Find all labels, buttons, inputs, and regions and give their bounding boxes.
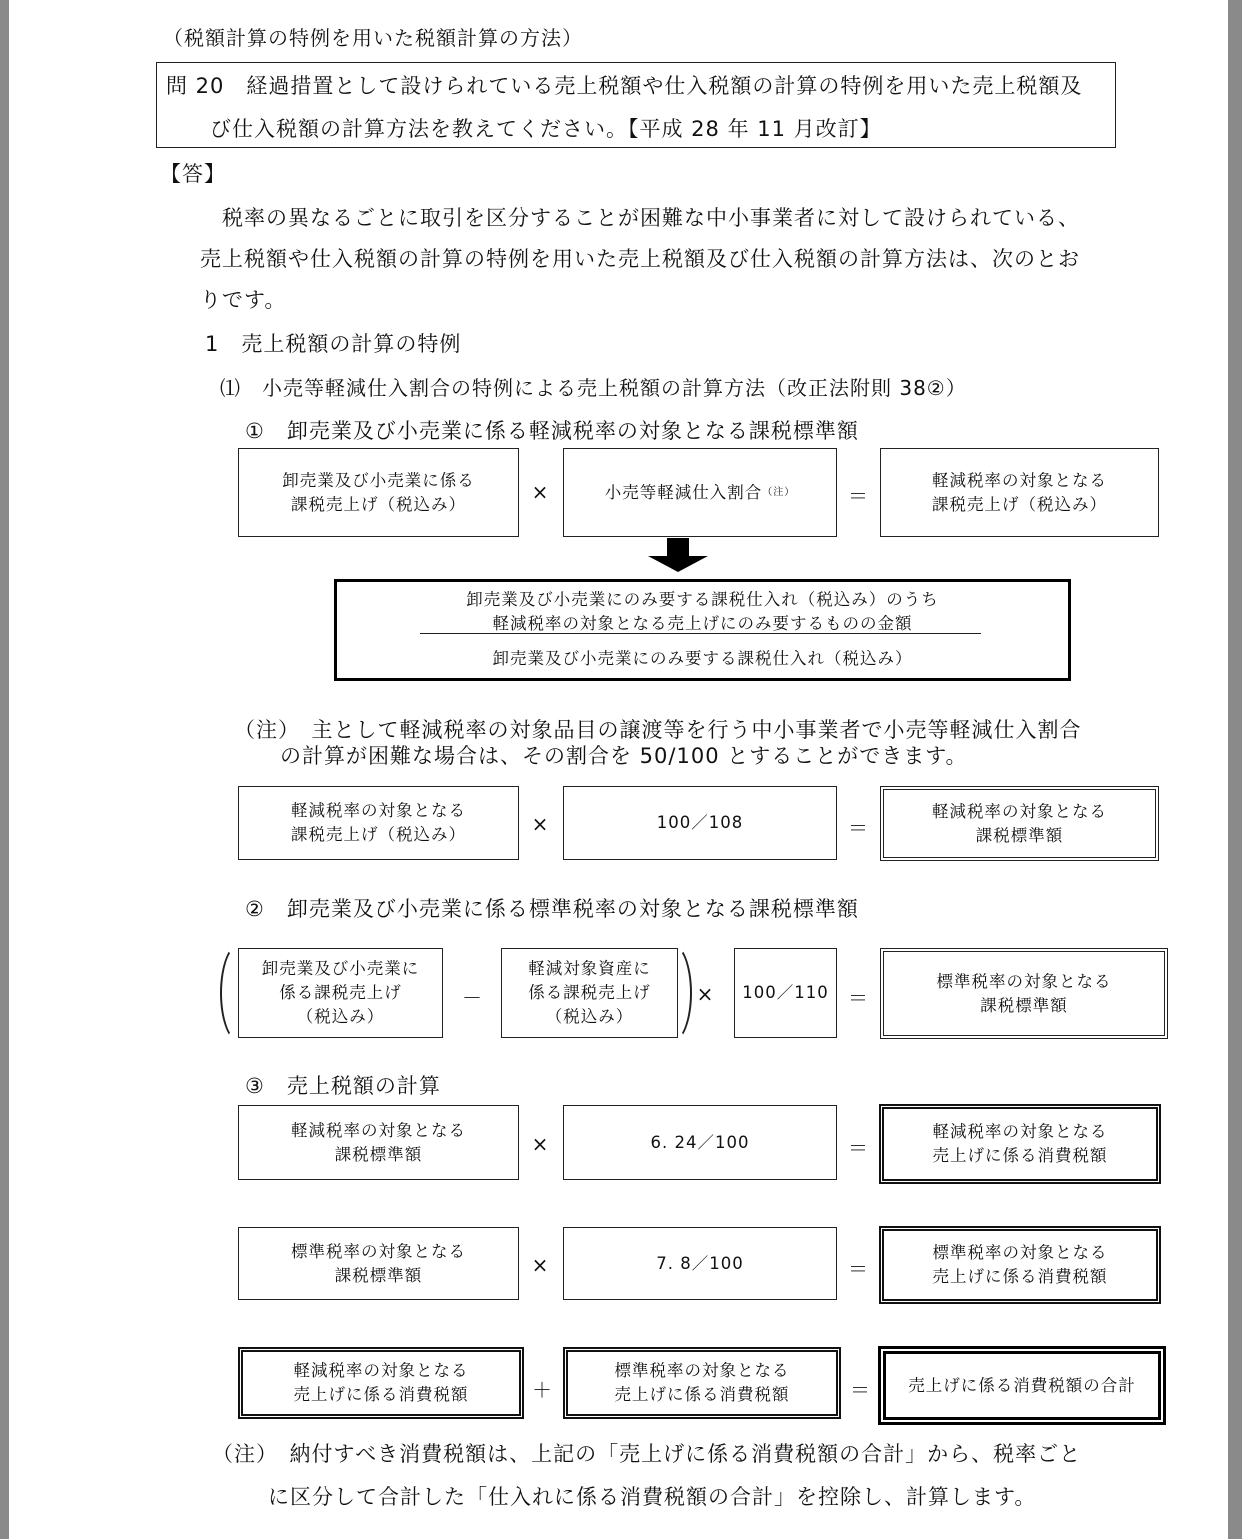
answer-label: 【答】 (160, 162, 226, 186)
box-text-line: 標準税率の対象となる (932, 1243, 1108, 1262)
box-text-line: 課税標準額 (334, 1144, 423, 1164)
box-text-line: 軽減税率の対象となる (291, 1120, 466, 1140)
multiply-operator: × (531, 812, 549, 836)
box-text-line: 軽減税率の対象となる (291, 801, 466, 820)
multiply-operator: × (531, 1132, 549, 1156)
standard-rate-tax-base-input-box (238, 1227, 519, 1300)
standard-rate-tax-base-box (880, 948, 1168, 1039)
equals-operator: ＝ (848, 1136, 868, 1160)
reduced-rate-consumption-tax-box (879, 1104, 1161, 1184)
fraction-denominator: 卸売業及び小売業にのみ要する課税仕入れ（税込み） (492, 649, 913, 668)
box-text-line: （税込み） (545, 1007, 634, 1026)
rate-6-24-box (563, 1105, 837, 1180)
total-sales-consumption-tax-box (878, 1346, 1166, 1425)
page-edge-right (1228, 0, 1242, 1539)
box-text-line: 卸売業及び小売業に (261, 959, 420, 978)
step-2-title: ② 卸売業及び小売業に係る標準税率の対象となる課税標準額 (245, 897, 859, 921)
note-marker: （注） (762, 486, 796, 498)
down-arrow-icon (667, 538, 689, 556)
standard-rate-consumption-tax-box (879, 1226, 1161, 1304)
fraction-bar (420, 633, 981, 634)
section-header: （税額計算の特例を用いた税額計算の方法） (163, 26, 583, 50)
note-line-1: （注） 主として軽減税率の対象品目の譲渡等を行う中小事業者で小売等軽減仕入割合 (234, 718, 1082, 742)
reduced-rate-tax-base-box (880, 786, 1159, 861)
reduced-rate-taxable-sales-input-box (238, 786, 519, 860)
box-text-line: 6. 24／100 (650, 1132, 750, 1152)
box-text-line: 100／110 (742, 983, 829, 1002)
box-text-line: 係る課税売上げ (279, 983, 402, 1002)
box-text-line: 課税標準額 (334, 1265, 423, 1285)
box-text-line: 軽減税率の対象となる (932, 801, 1107, 821)
box-text-line: 売上げに係る消費税額 (932, 1267, 1108, 1286)
equals-operator: ＝ (848, 1257, 868, 1281)
box-text-line: 係る課税売上げ (528, 983, 651, 1002)
box-text-line: 標準税率の対象となる (291, 1241, 466, 1261)
box-text-line: 売上げに係る消費税額の合計 (908, 1375, 1136, 1395)
rate-7-8-box (563, 1227, 837, 1300)
step-1-title: ① 卸売業及び小売業に係る軽減税率の対象となる課税標準額 (245, 419, 859, 443)
minus-operator: － (462, 986, 482, 1010)
fraction-numerator-line-2: 軽減税率の対象となる売上げにのみ要するものの金額 (492, 614, 913, 633)
box-text-line: 卸売業及び小売業に係る (282, 470, 475, 490)
box-text-line: 課税売上げ（税込み） (291, 494, 466, 514)
box-text-line: 課税標準額 (980, 995, 1068, 1015)
intro-line-3: りです。 (200, 288, 287, 312)
page-edge-left (0, 0, 9, 1539)
box-text-line: 軽減税率の対象となる (293, 1361, 469, 1380)
subsection-1-title: ⑴ 小売等軽減仕入割合の特例による売上税額の計算方法（改正法附則 38②） (220, 376, 967, 400)
wholesale-retail-taxable-sales-box-2 (238, 948, 443, 1038)
box-text-line: 標準税率の対象となる (936, 971, 1112, 991)
fraction-numerator-line-1: 卸売業及び小売業にのみ要する課税仕入れ（税込み）のうち (466, 590, 939, 609)
section-1-title: 1 売上税額の計算の特例 (205, 332, 462, 356)
question-line-1: 問 20 経過措置として設けられている売上税額や仕入税額の計算の特例を用いた売上税額及 (166, 74, 1083, 98)
multiply-operator: × (531, 480, 549, 504)
box-text-line: 軽減対象資産に (528, 959, 651, 978)
rate-100-110-box (734, 948, 837, 1038)
box-text-line: 7. 8／100 (656, 1253, 744, 1273)
final-note-line-2: に区分して合計した「仕入れに係る消費税額の合計」を控除し、計算します。 (268, 1485, 1037, 1509)
question-line-2: び仕入税額の計算方法を教えてください。【平成 28 年 11 月改訂】 (210, 117, 882, 141)
box-text-line: 売上げに係る消費税額 (293, 1385, 469, 1404)
equals-operator: ＝ (850, 1378, 870, 1402)
multiply-operator: × (531, 1253, 549, 1277)
down-arrow-head-icon (648, 556, 708, 572)
box-text-line: 100／108 (656, 813, 744, 832)
plus-operator: ＋ (532, 1378, 552, 1402)
step-3-title: ③ 売上税額の計算 (245, 1074, 441, 1098)
box-text-line: 課税標準額 (975, 825, 1064, 845)
box-text-line: 売上げに係る消費税額 (614, 1385, 790, 1404)
equals-operator: ＝ (848, 816, 868, 840)
standard-rate-consumption-tax-input-box (563, 1347, 841, 1419)
box-text-line: （税込み） (296, 1007, 385, 1026)
intro-line-1: 税率の異なるごとに取引を区分することが困難な中小事業者に対して設けられている、 (222, 206, 1080, 230)
reduced-purchase-ratio-box (563, 448, 837, 537)
multiply-operator: × (696, 982, 714, 1006)
reduced-rate-tax-base-input-box (238, 1105, 519, 1180)
box-text-line: 小売等軽減仕入割合 (604, 482, 763, 502)
final-note-line-1: （注） 納付すべき消費税額は、上記の「売上げに係る消費税額の合計」から、税率ごと (212, 1442, 1082, 1466)
box-text-line: 課税売上げ（税込み） (932, 494, 1107, 514)
intro-line-2: 売上税額や仕入税額の計算の特例を用いた売上税額及び仕入税額の計算方法は、次のとお (200, 247, 1080, 271)
wholesale-retail-taxable-sales-box (238, 448, 519, 537)
note-line-2: の計算が困難な場合は、その割合を 50/100 とすることができます。 (280, 744, 968, 768)
reduced-assets-taxable-sales-box (501, 948, 678, 1038)
equals-operator: ＝ (848, 986, 868, 1010)
reduced-rate-consumption-tax-input-box (238, 1347, 524, 1419)
rate-100-108-box (563, 786, 837, 860)
box-text-line: 課税売上げ（税込み） (291, 825, 466, 844)
box-text-line: 軽減税率の対象となる (932, 470, 1107, 490)
box-text-line: 軽減税率の対象となる (932, 1122, 1108, 1141)
box-text-line: 標準税率の対象となる (614, 1361, 790, 1380)
equals-operator: ＝ (848, 484, 868, 508)
box-text-line: 売上げに係る消費税額 (932, 1146, 1108, 1165)
reduced-rate-taxable-sales-box (880, 448, 1159, 537)
